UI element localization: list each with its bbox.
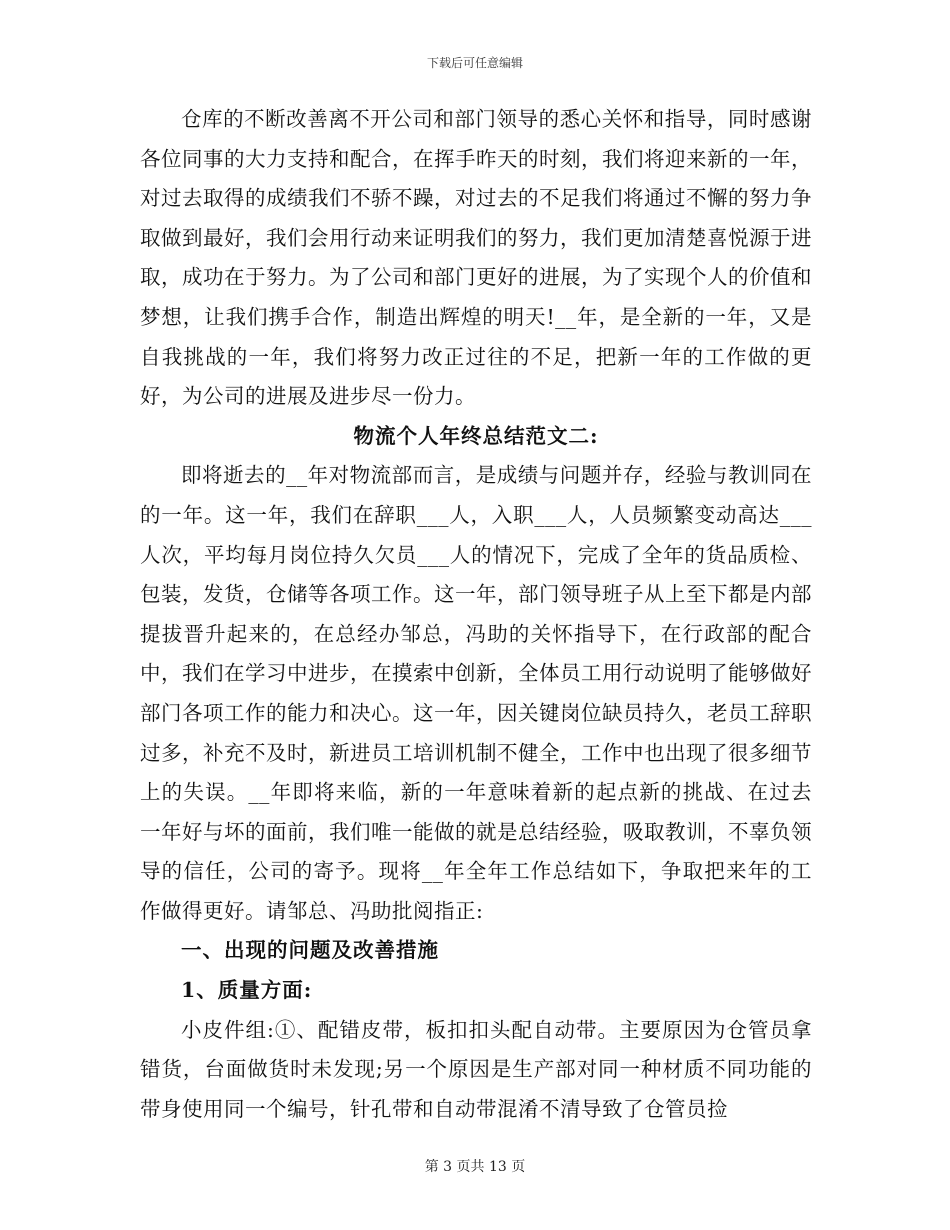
paragraph-small-leather-group: 小皮件组:①、配错皮带，板扣扣头配自动带。主要原因为仓管员拿错货，台面做货时未发现;另一个原因是生产部对同一种材质不同功能的带身使用同一个编号，针孔带和自动带混淆不清导致了仓管员捡 xyxy=(140,1017,812,1121)
document-body xyxy=(140,100,812,1129)
page-number: 第 3 页共 13 页 xyxy=(424,1159,526,1175)
page-header-note: 下载后可任意编辑 xyxy=(426,56,523,70)
heading-quality: 1、质量方面: xyxy=(181,978,313,1003)
paragraph-annual-summary: 即将逝去的__年对物流部而言，是成绩与问题并存，经验与教训同在的一年。这一年，我们在辞职___人，入职___人，人员频繁变动高达___人次，平均每月岗位持久欠员___人的情况下，完成了全年的货品质检、包装，发货，仓储等各项工作。这一年，部门领导班子从上至下都是内部提拔晋升起来的，在总经办邹总，冯助的关怀指导下，在行政部的配合中，我们在学习中进步，在摸索中创新，全体员工用行动说明了能够做好部门各项工作的能力和决心。这一年，因关键岗位缺员持久，老员工辞职过多，补充不及时，新进员工培训机制不健全，工作中也出现了很多细节上的失误。__年即将来临，新的一年意味着新的起点新的挑战、在过去一年好与坏的面前，我们唯一能做的就是总结经验，吸取教训，不辜负领导的信任，公司的寄予。现将__年全年工作总结如下，争取把来年的工作做得更好。请邹总、冯助批阅指正: xyxy=(140,463,812,923)
heading-problems-and-measures: 一、出现的问题及改善措施 xyxy=(181,938,439,963)
paragraph-warehouse-thanks: 仓库的不断改善离不开公司和部门领导的悉心关怀和指导，同时感谢各位同事的大力支持和配合，在挥手昨天的时刻，我们将迎来新的一年，对过去取得的成绩我们不骄不躁，对过去的不足我们将通过不懈的努力争取做到最好，我们会用行动来证明我们的努力，我们更加清楚喜悦源于进取，成功在于努力。为了公司和部门更好的进展，为了实现个人的价值和梦想，让我们携手合作，制造出辉煌的明天!__年，是全新的一年，又是自我挑战的一年，我们将努力改正过往的不足，把新一年的工作做的更好，为公司的进展及进步尽一份力。 xyxy=(140,107,812,409)
section-title: 物流个人年终总结范文二: xyxy=(353,423,599,448)
